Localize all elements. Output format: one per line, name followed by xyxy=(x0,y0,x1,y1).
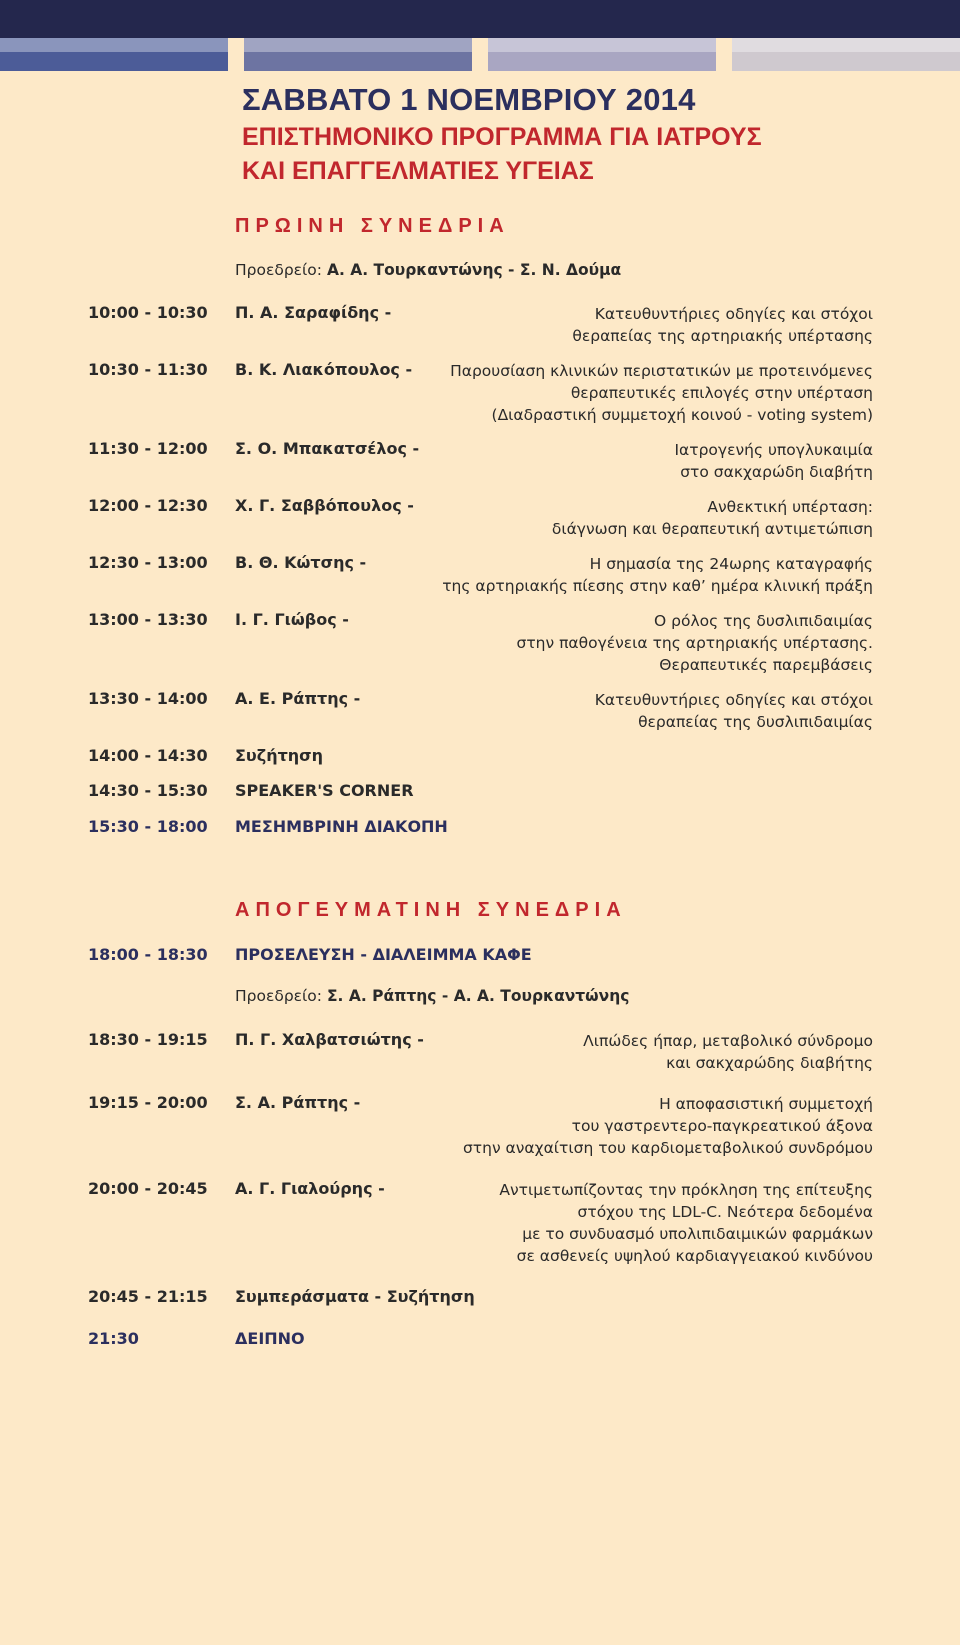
row-time: 20:45 - 21:15 xyxy=(88,1287,208,1306)
row-time: 21:30 xyxy=(88,1329,139,1348)
page-header xyxy=(242,80,762,188)
row-topic xyxy=(517,610,873,676)
chair-names: Α. Α. Τουρκαντώνης - Σ. Ν. Δούμα xyxy=(326,261,622,279)
row-speaker: ΜΕΣΗΜΒΡΙΝΗ ΔΙΑΚΟΠΗ xyxy=(235,817,448,836)
header-stripe-1 xyxy=(0,38,228,71)
row-time: 10:00 - 10:30 xyxy=(88,303,208,322)
row-time: 11:30 - 12:00 xyxy=(88,439,208,458)
header-stripe-2 xyxy=(244,38,472,71)
topic-line: με το συνδυασμό υπολιπιδαιμικών φαρμάκων xyxy=(522,1225,873,1243)
morning-chair xyxy=(235,261,621,279)
topic-line: διάγνωση και θεραπευτική αντιμετώπιση xyxy=(551,520,873,538)
row-speaker: Π. Γ. Χαλβατσιώτης - xyxy=(235,1030,424,1049)
row-topic xyxy=(674,439,873,483)
topic-line: θεραπείας της αρτηριακής υπέρτασης xyxy=(572,327,873,345)
topic-line: Παρουσίαση κλινικών περιστατικών με προτεινόμενες xyxy=(450,362,873,380)
row-speaker: Σ. Α. Ράπτης - xyxy=(235,1093,361,1112)
row-speaker: Α. Ε. Ράπτης - xyxy=(235,689,361,708)
topic-line: Ανθεκτική υπέρταση: xyxy=(707,498,873,516)
row-time: 10:30 - 11:30 xyxy=(88,360,208,379)
chair-label: Προεδρείο: xyxy=(235,261,323,279)
row-speaker: Συμπεράσματα - Συζήτηση xyxy=(235,1287,475,1306)
row-speaker: Χ. Γ. Σαββόπουλος - xyxy=(235,496,414,515)
chair-label: Προεδρείο: xyxy=(235,987,323,1005)
row-time: 13:30 - 14:00 xyxy=(88,689,208,708)
row-topic xyxy=(583,1030,873,1074)
row-topic xyxy=(499,1179,873,1267)
topic-line: στην παθογένεια της αρτηριακής υπέρτασης. xyxy=(516,634,873,652)
row-speaker: Β. Θ. Κώτσης - xyxy=(235,553,367,572)
row-topic xyxy=(450,360,873,426)
row-speaker: Ι. Γ. Γιώβος - xyxy=(235,610,349,629)
row-speaker: ΠΡΟΣΕΛΕΥΣΗ - ΔΙΑΛΕΙΜΜΑ ΚΑΦΕ xyxy=(235,945,532,964)
afternoon-session-title: ΑΠΟΓΕΥΜΑΤΙΝΗ ΣΥΝΕΔΡΙΑ xyxy=(235,899,627,921)
row-speaker: ΔΕΙΠΝΟ xyxy=(235,1329,305,1348)
row-topic xyxy=(552,496,873,540)
row-speaker: SPEAKER'S CORNER xyxy=(235,781,414,800)
topic-line: Η αποφασιστική συμμετοχή xyxy=(659,1095,873,1113)
row-speaker: Συζήτηση xyxy=(235,746,324,765)
program-title-line-2: ΚΑΙ ΕΠΑΓΓΕΛΜΑΤΙΕΣ ΥΓΕΙΑΣ xyxy=(242,157,594,185)
topic-line: Κατευθυντήριες οδηγίες και στόχοι xyxy=(594,305,873,323)
row-time: 18:00 - 18:30 xyxy=(88,945,208,964)
row-topic xyxy=(572,303,873,347)
topic-line: Λιπώδες ήπαρ, μεταβολικό σύνδρομο xyxy=(583,1032,873,1050)
topic-line: Αντιμετωπίζοντας την πρόκληση της επίτευξης xyxy=(499,1181,873,1199)
afternoon-chair xyxy=(235,987,629,1005)
row-time: 14:00 - 14:30 xyxy=(88,746,208,765)
row-time: 18:30 - 19:15 xyxy=(88,1030,208,1049)
row-time: 14:30 - 15:30 xyxy=(88,781,208,800)
header-stripe-3 xyxy=(488,38,716,71)
row-speaker: Π. Α. Σαραφίδης - xyxy=(235,303,392,322)
topic-line: στο σακχαρώδη διαβήτη xyxy=(680,463,873,481)
row-topic xyxy=(595,689,873,733)
row-time: 15:30 - 18:00 xyxy=(88,817,208,836)
row-speaker: Β. Κ. Λιακόπουλος - xyxy=(235,360,413,379)
topic-line: Ο ρόλος της δυσλιπιδαιμίας xyxy=(654,612,873,630)
topic-line: και σακχαρώδης διαβήτης xyxy=(666,1054,873,1072)
topic-line: της αρτηριακής πίεσης στην καθ’ ημέρα κλινική πράξη xyxy=(442,577,873,595)
topic-line: στην αναχαίτιση του καρδιομεταβολικού συνδρόμου xyxy=(462,1139,873,1157)
topic-line: στόχου της LDL-C. Νεότερα δεδομένα xyxy=(577,1203,873,1221)
row-time: 19:15 - 20:00 xyxy=(88,1093,208,1112)
topic-line: θεραπευτικές επιλογές στην υπέρταση xyxy=(570,384,873,402)
topic-line: Κατευθυντήριες οδηγίες και στόχοι xyxy=(594,691,873,709)
header-stripe-4 xyxy=(732,38,960,71)
topic-line: Ιατρογενής υπογλυκαιμία xyxy=(674,441,873,459)
row-time: 12:30 - 13:00 xyxy=(88,553,208,572)
topic-line: Θεραπευτικές παρεμβάσεις xyxy=(659,656,873,674)
header-navy-bar xyxy=(0,0,960,38)
topic-line: Η σημασία της 24ωρης καταγραφής xyxy=(589,555,873,573)
program-title-line-1: ΕΠΙΣΤΗΜΟΝΙΚΟ ΠΡΟΓΡΑΜΜΑ ΓΙΑ ΙΑΤΡΟΥΣ xyxy=(242,123,762,151)
chair-names: Σ. Α. Ράπτης - Α. Α. Τουρκαντώνης xyxy=(326,987,630,1005)
topic-line: του γαστρεντερο-παγκρεατικού άξονα xyxy=(571,1117,873,1135)
event-date: ΣΑΒΒΑΤΟ 1 ΝΟΕΜΒΡΙΟΥ 2014 xyxy=(242,82,696,117)
row-time: 13:00 - 13:30 xyxy=(88,610,208,629)
topic-line: θεραπείας της δυσλιπιδαιμίας xyxy=(638,713,873,731)
topic-line: (Διαδραστική συμμετοχή κοινού - voting system) xyxy=(491,406,873,424)
row-time: 12:00 - 12:30 xyxy=(88,496,208,515)
row-speaker: Α. Γ. Γιαλούρης - xyxy=(235,1179,385,1198)
row-topic xyxy=(442,553,873,597)
topic-line: σε ασθενείς υψηλού καρδιαγγειακού κινδύνου xyxy=(516,1247,873,1265)
row-topic xyxy=(463,1093,873,1159)
row-time: 20:00 - 20:45 xyxy=(88,1179,208,1198)
morning-session-title: ΠΡΩΙΝΗ ΣΥΝΕΔΡΙΑ xyxy=(235,215,510,237)
row-speaker: Σ. Ο. Μπακατσέλος - xyxy=(235,439,420,458)
